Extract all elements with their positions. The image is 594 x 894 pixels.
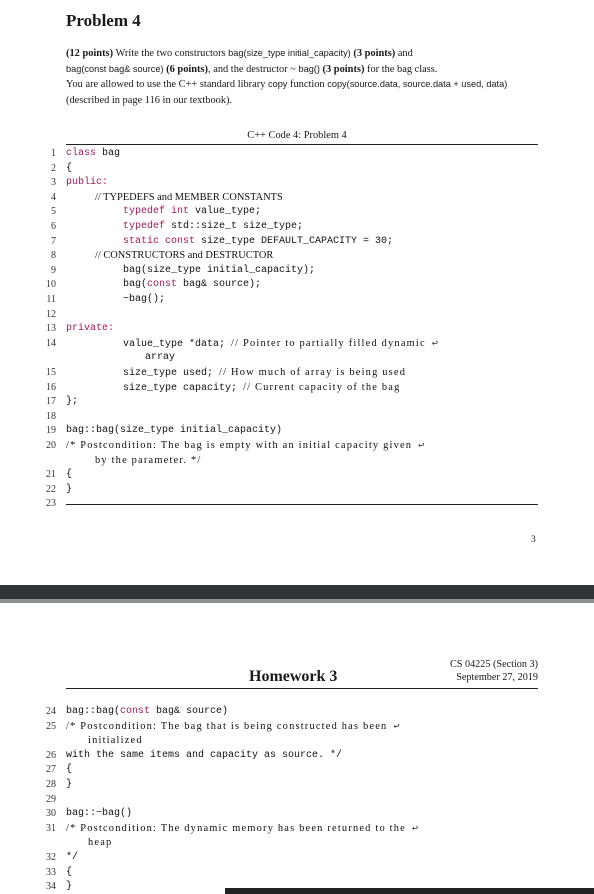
code1-code-line: class bag xyxy=(66,148,121,159)
constructor-signature-2: bag(const bag& source) xyxy=(66,63,164,74)
course-date: September 27, 2019 xyxy=(456,672,538,683)
code-caption: C++ Code 4: Problem 4 xyxy=(247,130,347,141)
code2-code-line: /* Postcondition: The dynamic memory has been returned to the ↩ xyxy=(66,822,418,835)
code1-line-number: 17 xyxy=(46,396,56,408)
code1-code-line: typedef int value_type; xyxy=(123,206,262,218)
page-separator-shadow xyxy=(0,599,594,603)
code1-line-number: 2 xyxy=(51,162,56,174)
code1-line-number: 13 xyxy=(46,323,56,335)
code2-code-line: { xyxy=(66,764,73,776)
code2-code-line: */ xyxy=(66,852,79,863)
intro-line-1 xyxy=(66,46,591,62)
code1-line-number: 7 xyxy=(51,235,56,247)
code1-code-line: { xyxy=(66,162,73,174)
intro-text: You are allowed to use the C++ standard library xyxy=(66,79,268,91)
code1-code-line: array xyxy=(145,352,176,364)
code1-code-line: bag(const bag& source); xyxy=(123,279,262,291)
code2-code-line: bag::~bag() xyxy=(66,808,133,820)
course-name: CS 04225 (Section 3) xyxy=(449,659,538,670)
code2-line-number: 25 xyxy=(46,720,56,732)
copy-call: copy(source.data, source.data + used, data) xyxy=(327,79,508,90)
code2-code-line: initialized xyxy=(88,735,143,747)
caption-rule xyxy=(66,144,538,145)
code1-line-number: 19 xyxy=(46,425,56,437)
code1-code-line: private: xyxy=(66,323,115,335)
code1-code-line: ~bag(); xyxy=(123,294,166,305)
code2-line-number: 26 xyxy=(46,749,56,761)
code1-code-line: } xyxy=(66,483,73,495)
course-info xyxy=(405,658,538,684)
code2-line-number: 32 xyxy=(46,852,56,863)
header-rule xyxy=(66,688,538,689)
code2-line-number: 29 xyxy=(46,793,56,805)
code1-code-line: bag(size_type initial_capacity); xyxy=(123,264,316,276)
code1-line-number: 12 xyxy=(46,308,56,320)
code2-code-line: heap xyxy=(88,837,113,849)
intro-line-2 xyxy=(66,62,591,78)
code1-line-number: 8 xyxy=(51,250,56,262)
code1-line-number: 22 xyxy=(46,483,56,495)
points-3: (3 points) xyxy=(322,63,365,75)
code1-code-line: }; xyxy=(66,396,79,408)
intro-text: Write the two constructors xyxy=(113,48,229,59)
code1-code-line: size_type capacity; // Current capacity of the bag xyxy=(123,381,401,394)
intro-text: function xyxy=(287,79,328,91)
code1-line-number: 1 xyxy=(51,148,56,159)
code1-code-line: value_type *data; // Pointer to partially filled dynamic ↩ xyxy=(123,337,438,350)
code1-code-line: public: xyxy=(66,177,109,189)
code2-line-number: 31 xyxy=(46,822,56,834)
intro-text: and xyxy=(395,48,413,59)
code2-line-number: 34 xyxy=(46,881,56,893)
bottom-scroll-edge xyxy=(225,888,594,894)
code2-line-number: 28 xyxy=(46,779,56,790)
points-2: (6 points) xyxy=(166,63,209,75)
homework-title: Homework 3 xyxy=(249,668,338,685)
code1-code-line: typedef std::size_t size_type; xyxy=(123,221,304,232)
code1-code-line: by the parameter. */ xyxy=(95,454,202,466)
code1-line-number: 3 xyxy=(51,177,56,189)
intro-text: for the bag class. xyxy=(364,63,438,75)
code2-code-line: { xyxy=(66,866,73,878)
code1-line-number: 9 xyxy=(51,264,56,276)
code1-line-number: 5 xyxy=(51,206,56,218)
code1-line-number: 18 xyxy=(46,410,56,422)
tilde: ~ xyxy=(290,63,299,75)
code1-line-number: 20 xyxy=(46,440,56,451)
code1-line-number: 21 xyxy=(46,469,56,481)
code1-code-line: // CONSTRUCTORS and DESTRUCTOR xyxy=(95,250,274,262)
page-separator xyxy=(0,585,594,599)
code2-line-number: 33 xyxy=(46,866,56,878)
code1-line-number: 10 xyxy=(46,279,56,291)
intro-line-3 xyxy=(66,77,591,93)
code1-code-line: // TYPEDEFS and MEMBER CONSTANTS xyxy=(95,191,283,203)
code1-code-line: /* Postcondition: The bag is empty with an initial capacity given ↩ xyxy=(66,440,425,452)
code1-line-number: 23 xyxy=(46,498,56,510)
code2-code-line: bag::bag(const bag& source) xyxy=(66,706,229,717)
code2-code-line: } xyxy=(66,881,73,893)
code2-code-line: } xyxy=(66,779,73,790)
code1-code-line: size_type used; // How much of array is being used xyxy=(123,367,407,379)
code2-line-number: 30 xyxy=(46,808,56,820)
code1-line-number: 11 xyxy=(46,294,56,305)
problem-description xyxy=(66,46,591,108)
page-number: 3 xyxy=(531,535,536,545)
code-end-rule xyxy=(66,504,538,505)
points-1: (3 points) xyxy=(353,48,396,59)
code2-code-line: with the same items and capacity as source. */ xyxy=(66,749,343,761)
code1-line-number: 14 xyxy=(46,337,56,349)
points-total: (12 points) xyxy=(66,48,114,59)
code1-line-number: 6 xyxy=(51,221,56,232)
code1-code-line: bag::bag(size_type initial_capacity) xyxy=(66,425,283,437)
intro-line-4: (described in page 116 in our textbook). xyxy=(66,94,233,106)
code1-line-number: 16 xyxy=(46,381,56,393)
code1-line-number: 4 xyxy=(51,191,56,203)
code2-code-line: /* Postcondition: The bag that is being constructed has been ↩ xyxy=(66,720,400,733)
code2-line-number: 24 xyxy=(46,706,56,717)
code1-code-line: { xyxy=(66,469,73,481)
destructor-signature: bag() xyxy=(298,63,320,74)
code2-line-number: 27 xyxy=(46,764,56,776)
copy-keyword: copy xyxy=(267,79,288,90)
problem-title: Problem 4 xyxy=(66,11,141,30)
code1-code-line: static const size_type DEFAULT_CAPACITY = 30; xyxy=(123,235,394,247)
constructor-signature-1: bag(size_type initial_capacity) xyxy=(228,48,351,58)
intro-text: , and the destructor xyxy=(208,63,291,75)
code1-line-number: 15 xyxy=(46,367,56,378)
